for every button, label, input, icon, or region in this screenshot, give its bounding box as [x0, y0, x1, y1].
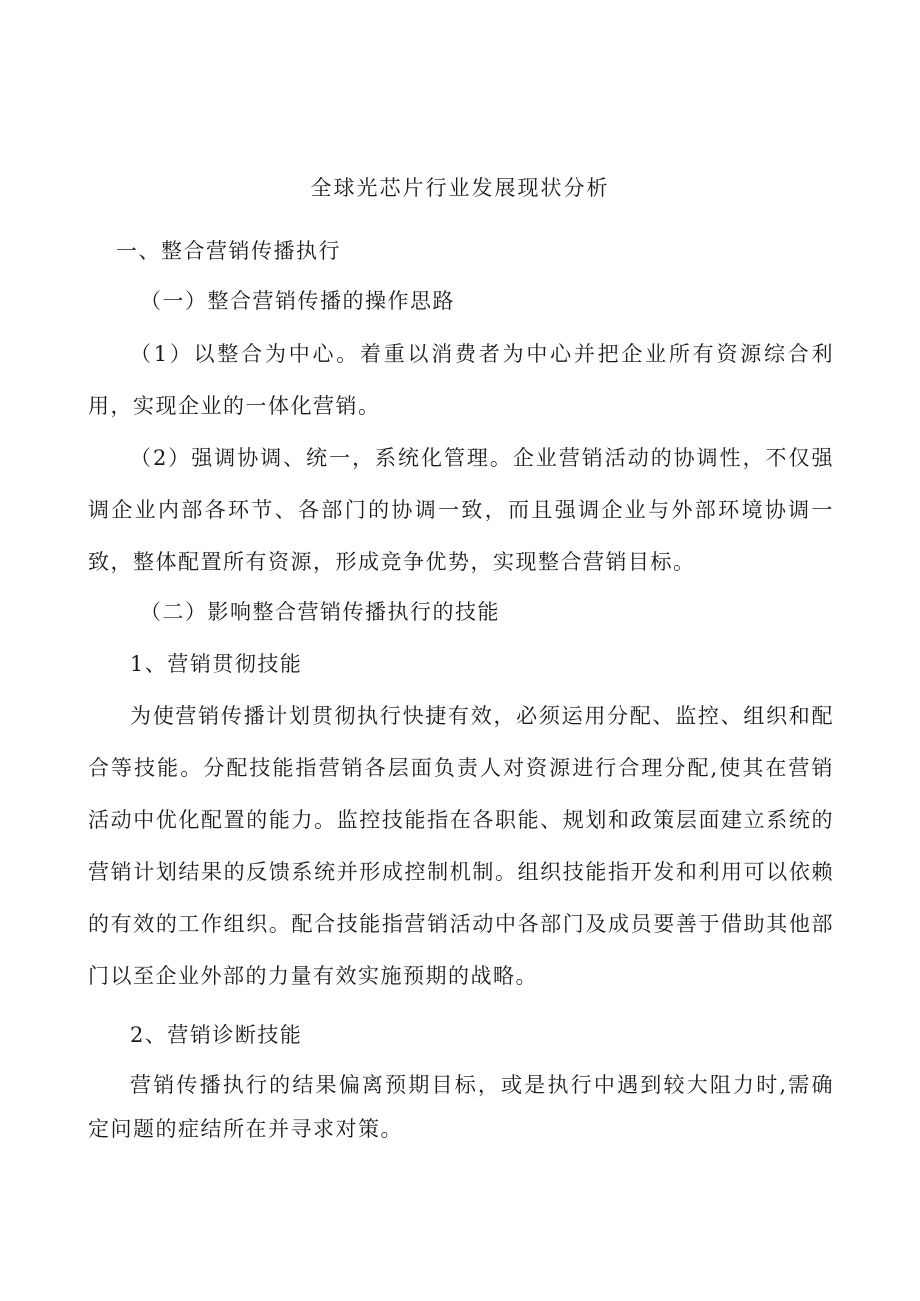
item-heading-1: 1、营销贯彻技能 [130, 652, 303, 676]
document-title: 全球光芯片行业发展现状分析 [310, 176, 610, 200]
subsection-heading-2: （二）影响整合营销传播执行的技能 [140, 600, 500, 624]
paragraph-3: 为使营销传播计划贯彻执行快捷有效，必须运用分配、监控、组织和配合等技能。分配技能指营销各层面负责人对资源进行合理分配,使其在营销活动中优化配置的能力。监控技能指在各职能、规划和政策层面建立系统的营销计划结果的反馈系统并形成控制机制。组织技能指开发和利用可以依赖的有效的工作组织。配合技能指营销活动中各部门及成员要善于借助其他部门以至企业外部的力量有效实施预期的战略。 [88, 704, 834, 988]
paragraph-4: 营销传播执行的结果偏离预期目标，或是执行中遇到较大阻力时,需确定问题的症结所在并寻求对策。 [88, 1073, 834, 1141]
subsection-heading-1: （一）整合营销传播的操作思路 [140, 289, 455, 313]
paragraph-1: （1）以整合为中心。着重以消费者为中心并把企业所有资源综合利用，实现企业的一体化营销。 [88, 342, 834, 418]
paragraph-2: （2）强调协调、统一，系统化管理。企业营销活动的协调性，不仅强调企业内部各环节、各部门的协调一致，而且强调企业与外部环境协调一致，整体配置所有资源，形成竞争优势，实现整合营销目标。 [88, 446, 834, 574]
item-heading-2: 2、营销诊断技能 [130, 1023, 303, 1047]
section-heading-1: 一、整合营销传播执行 [116, 239, 341, 263]
